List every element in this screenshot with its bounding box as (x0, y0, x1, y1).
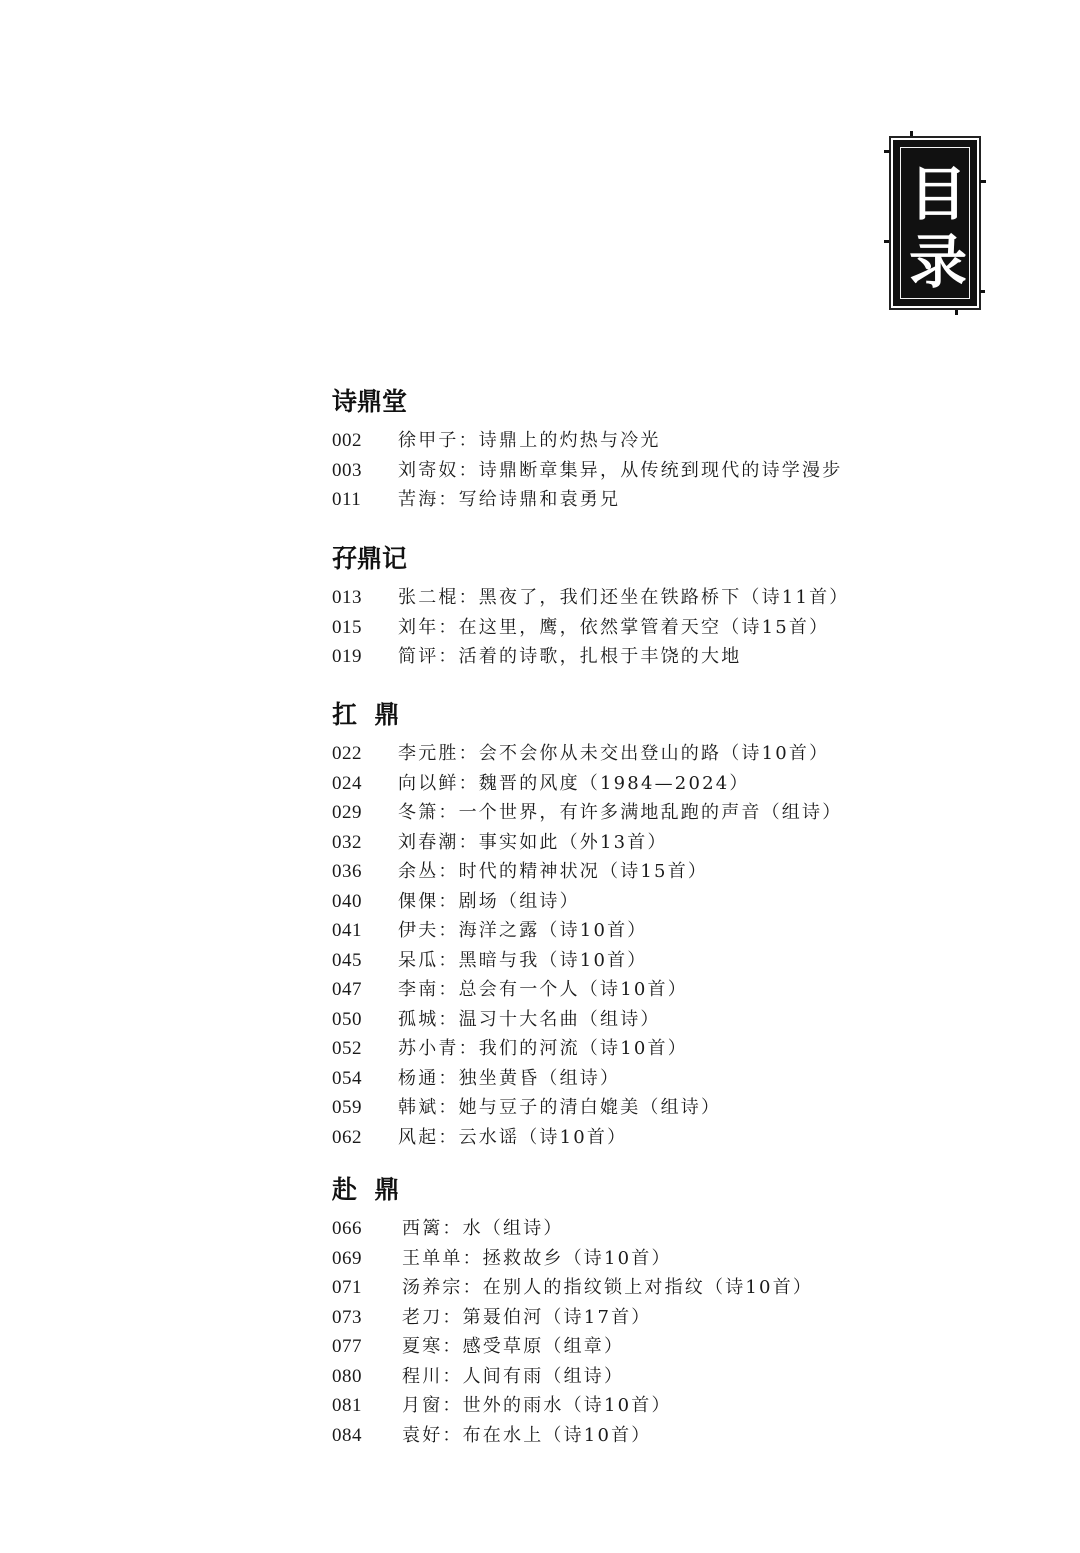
toc-section (332, 1175, 1032, 1450)
entry-title: 韩斌：她与豆子的清白媲美（组诗） (398, 1097, 722, 1118)
toc-entry[interactable] (332, 1244, 1032, 1274)
toc-entry[interactable] (332, 426, 1032, 456)
entry-title: 倮倮：剧场（组诗） (398, 890, 580, 912)
entry-title: 徐甲子：诗鼎上的灼热与冷光 (398, 430, 661, 451)
entry-title: 苏小青：我们的河流（诗10首） (398, 1038, 688, 1059)
toc-entry[interactable] (332, 916, 1032, 946)
entry-title: 李元胜：会不会你从未交出登山的路（诗10首） (398, 743, 830, 764)
section-title: 扛 鼎 (332, 700, 400, 729)
page-number: 013 (332, 587, 362, 608)
toc-entry[interactable] (332, 613, 1032, 643)
page-number: 040 (332, 890, 362, 912)
entry-title: 程川：人间有雨（组诗） (402, 1365, 625, 1387)
toc-entry[interactable] (332, 798, 1032, 828)
entry-title: 张二棍：黑夜了，我们还坐在铁路桥下（诗11首） (398, 587, 850, 608)
page-number: 002 (332, 430, 362, 451)
toc-entry[interactable] (332, 1421, 1032, 1451)
toc-title-char-1: 目 (908, 160, 967, 228)
entry-title: 余丛：时代的精神状况（诗15首） (398, 861, 709, 882)
toc-entry[interactable] (332, 1362, 1032, 1392)
toc-entry[interactable] (332, 769, 1032, 799)
entry-title: 西篱：水（组诗） (402, 1218, 564, 1239)
entry-title: 孤城：温习十大名曲（组诗） (398, 1008, 661, 1030)
entry-title: 杨通：独坐黄昏（组诗） (398, 1067, 621, 1089)
seal-edge-mark (955, 310, 958, 315)
entry-title: 刘春潮：事实如此（外13首） (398, 831, 668, 853)
page-number: 050 (332, 1008, 362, 1030)
section-title: 诗鼎堂 (332, 387, 408, 416)
page-number: 062 (332, 1126, 362, 1148)
entry-title: 向以鲜：魏晋的风度（1984—2024） (398, 772, 750, 794)
page-number: 066 (332, 1218, 362, 1239)
toc-section (332, 387, 1032, 515)
entry-title: 汤养宗：在别人的指纹锁上对指纹（诗10首） (402, 1277, 814, 1298)
toc-entry[interactable] (332, 946, 1032, 976)
toc-entry[interactable] (332, 1064, 1032, 1094)
seal-edge-mark (884, 240, 889, 243)
seal-edge-mark (910, 131, 913, 136)
page-number: 045 (332, 949, 362, 971)
page-number: 041 (332, 920, 362, 941)
toc-section (332, 700, 1032, 1152)
page-number: 081 (332, 1395, 362, 1416)
seal-edge-mark (884, 150, 890, 153)
toc-entry[interactable] (332, 1332, 1032, 1362)
entry-title: 呆瓜：黑暗与我（诗10首） (398, 949, 648, 971)
entry-title: 苦海：写给诗鼎和袁勇兄 (398, 489, 621, 510)
page-number: 047 (332, 979, 362, 1000)
section-title: 孖鼎记 (332, 544, 408, 573)
toc-entry[interactable] (332, 1005, 1032, 1035)
toc-section (332, 544, 1032, 672)
entry-title: 夏寒：感受草原（组章） (402, 1336, 625, 1357)
toc-entry[interactable] (332, 642, 1032, 672)
page-number: 069 (332, 1247, 362, 1269)
page-number: 022 (332, 743, 362, 764)
entry-title: 月窗：世外的雨水（诗10首） (402, 1395, 672, 1416)
toc-entry[interactable] (332, 1123, 1032, 1153)
entry-title: 刘年：在这里，鹰，依然掌管着天空（诗15首） (398, 616, 830, 638)
page-number: 077 (332, 1336, 362, 1357)
entry-title: 老刀：第聂伯河（诗17首） (402, 1306, 652, 1328)
entry-title: 刘寄奴：诗鼎断章集异，从传统到现代的诗学漫步 (398, 459, 843, 481)
toc-entry[interactable] (332, 485, 1032, 515)
toc-entry[interactable] (332, 456, 1032, 486)
page-number: 003 (332, 459, 362, 481)
entry-title: 冬箫：一个世界，有许多满地乱跑的声音（组诗） (398, 802, 843, 823)
toc-entry[interactable] (332, 1273, 1032, 1303)
entry-title: 简评：活着的诗歌，扎根于丰饶的大地 (398, 646, 742, 667)
page-number: 024 (332, 772, 362, 794)
entry-title: 李南：总会有一个人（诗10首） (398, 979, 688, 1000)
toc-entry[interactable] (332, 1034, 1032, 1064)
toc-entry[interactable] (332, 975, 1032, 1005)
page-number: 080 (332, 1365, 362, 1387)
page-number: 052 (332, 1038, 362, 1059)
page-number: 032 (332, 831, 362, 853)
toc-title-char-2: 录 (908, 228, 967, 296)
entry-title: 袁好：布在水上（诗10首） (402, 1424, 652, 1446)
page-number: 019 (332, 646, 362, 667)
entry-title: 王单单：拯救故乡（诗10首） (402, 1247, 672, 1269)
toc-entry[interactable] (332, 828, 1032, 858)
page-number: 029 (332, 802, 362, 823)
toc-entry[interactable] (332, 739, 1032, 769)
section-title: 赴 鼎 (332, 1175, 400, 1204)
toc-entry[interactable] (332, 887, 1032, 917)
page-number: 015 (332, 616, 362, 638)
page-number: 036 (332, 861, 362, 882)
page-number: 054 (332, 1067, 362, 1089)
toc-entry[interactable] (332, 1093, 1032, 1123)
toc-entry[interactable] (332, 583, 1032, 613)
page-number: 071 (332, 1277, 362, 1298)
entry-title: 风起：云水谣（诗10首） (398, 1126, 628, 1148)
page-number: 011 (332, 489, 362, 510)
seal-edge-mark (980, 290, 985, 293)
page-number: 059 (332, 1097, 362, 1118)
page-number: 084 (332, 1424, 362, 1446)
seal-edge-mark (980, 180, 986, 183)
page-number: 073 (332, 1306, 362, 1328)
toc-entry[interactable] (332, 1303, 1032, 1333)
toc-entry[interactable] (332, 1391, 1032, 1421)
toc-entry[interactable] (332, 1214, 1032, 1244)
toc-entry[interactable] (332, 857, 1032, 887)
toc-title-seal (893, 140, 977, 306)
entry-title: 伊夫：海洋之露（诗10首） (398, 920, 648, 941)
